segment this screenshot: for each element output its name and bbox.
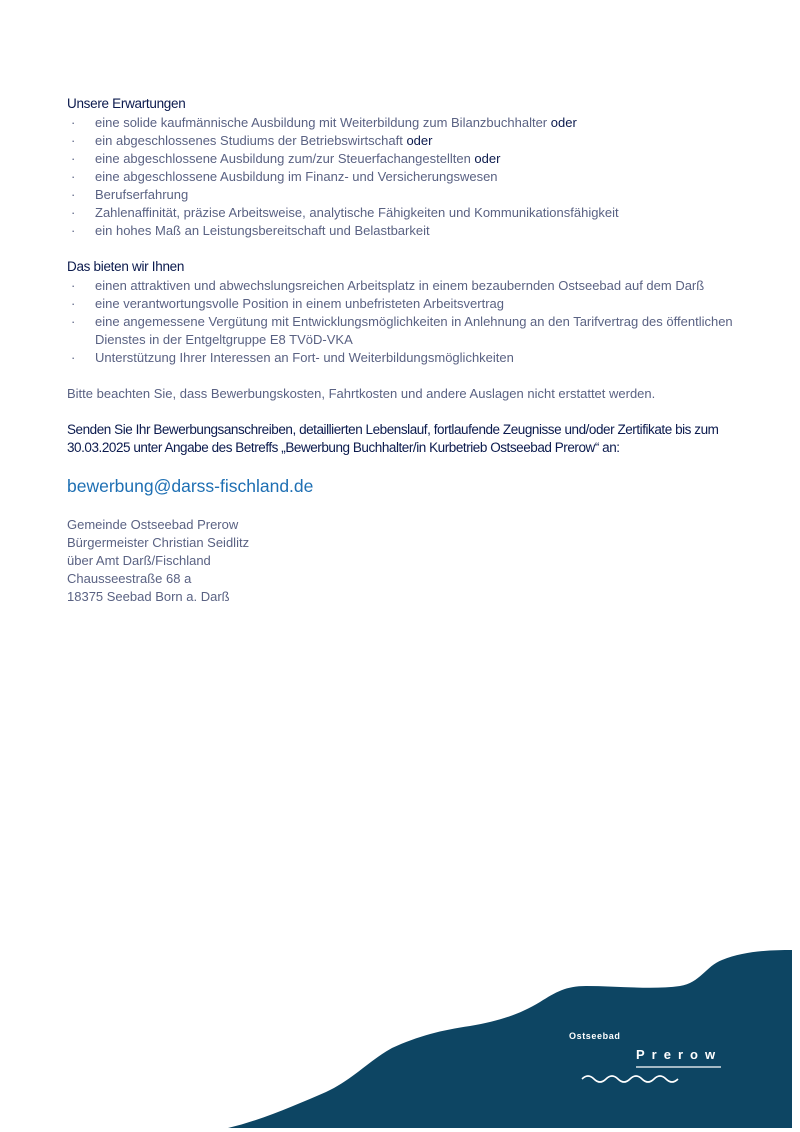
bullet: · (71, 278, 76, 293)
list-item-connector: oder (406, 133, 433, 148)
bullet: · (71, 169, 76, 184)
bullet: · (71, 187, 76, 202)
list-item-text: eine solide kaufmännische Ausbildung mit Weiterbildung zum Bilanzbuchhalter (95, 115, 551, 130)
list-item-connector: oder (474, 151, 501, 166)
expectations-heading: Unsere Erwartungen (67, 96, 186, 111)
email-link[interactable]: bewerbung@darss-fischland.de (67, 476, 314, 496)
costs-note: Bitte beachten Sie, dass Bewerbungskosten, Fahrtkosten und andere Auslagen nicht erstattet werden. (67, 386, 656, 401)
logo-ostseebad: Ostseebad (569, 1031, 621, 1041)
list-item-text: Berufserfahrung (95, 187, 189, 202)
logo-prerow: Prerow (636, 1047, 723, 1062)
list-item-text: ein hohes Maß an Leistungsbereitschaft und Belastbarkeit (95, 223, 430, 238)
bullet: · (71, 223, 76, 238)
list-item-text: Zahlenaffinität, präzise Arbeitsweise, analytische Fähigkeiten und Kommunikationsfähigkeit (95, 205, 619, 220)
list-item-text: eine abgeschlossene Ausbildung zum/zur Steuerfachangestellten (95, 151, 475, 166)
address-line: 18375 Seebad Born a. Darß (67, 589, 230, 604)
bullet: · (71, 151, 76, 166)
address-line: über Amt Darß/Fischland (67, 553, 211, 568)
list-item-text: einen attraktiven und abwechslungsreichen Arbeitsplatz in einem bezaubernden Ostseebad auf dem Darß (95, 278, 705, 293)
wave-shape (228, 950, 792, 1128)
address-line: Chausseestraße 68 a (67, 571, 192, 586)
bullet: · (71, 296, 76, 311)
address-line: Gemeinde Ostseebad Prerow (67, 517, 239, 532)
bullet: · (71, 133, 76, 148)
address-line: Bürgermeister Christian Seidlitz (67, 535, 250, 550)
list-item-text: eine abgeschlossene Ausbildung im Finanz- und Versicherungswesen (95, 169, 498, 184)
bullet: · (71, 115, 76, 130)
application-instruction: Senden Sie Ihr Bewerbungsanschreiben, detaillierten Lebenslauf, fortlaufende Zeugnisse und/oder Zertifikate bis zum 30.03.2025 unter Angabe des Betreffs „Bewerbung Buchhalter/in Kurbetrieb Ostseebad Prerow“ an: (67, 422, 719, 455)
bullet: · (71, 205, 76, 220)
list-item-text: ein abgeschlossenes Studiums der Betriebswirtschaft (95, 133, 407, 148)
bullet: · (71, 350, 76, 365)
list-item-text: eine angemessene Vergütung mit Entwicklungsmöglichkeiten in Anlehnung an den Tarifvertrag des öffentlichen Dienstes in der Entgeltgruppe E8 TVöD-VKA (95, 314, 733, 347)
bullet: · (71, 314, 76, 329)
list-item-text: eine verantwortungsvolle Position in einem unbefristeten Arbeitsvertrag (95, 296, 505, 311)
offer-heading: Das bieten wir Ihnen (67, 259, 185, 274)
list-item-text: Unterstützung Ihrer Interessen an Fort- und Weiterbildungsmöglichkeiten (95, 350, 514, 365)
list-item-connector: oder (550, 115, 577, 130)
